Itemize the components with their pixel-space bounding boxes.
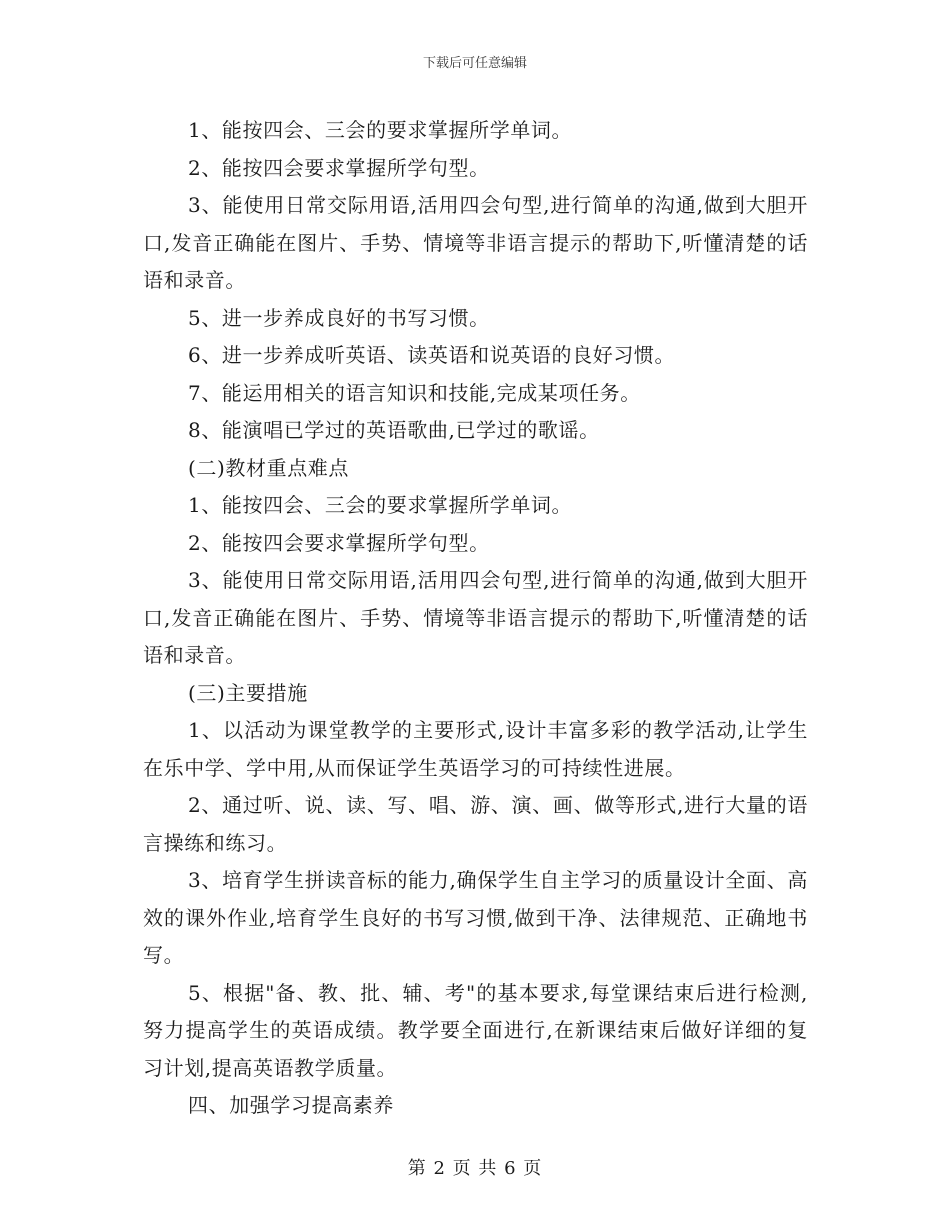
paragraph: 5、根据"备、教、批、辅、考"的基本要求,每堂课结束后进行检测,努力提高学生的英语成绩。教学要全面进行,在新课结束后做好详细的复习计划,提高英语教学质量。 (143, 980, 808, 1080)
paragraph: 8、能演唱已学过的英语歌曲,已学过的歌谣。 (188, 418, 600, 442)
document-body (143, 112, 808, 1125)
paragraph: 1、能按四会、三会的要求掌握所学单词。 (188, 118, 573, 142)
paragraph: 3、培育学生拼读音标的能力,确保学生自主学习的质量设计全面、高效的课外作业,培育学生良好的书写习惯,做到干净、法律规范、正确地书写。 (143, 868, 808, 967)
paragraph: 2、能按四会要求掌握所学句型。 (188, 155, 490, 180)
paragraph: 3、能使用日常交际用语,活用四会句型,进行简单的沟通,做到大胆开口,发音正确能在图片、手势、情境等非语言提示的帮助下,听懂清楚的话语和录音。 (143, 568, 808, 667)
page-header: 下载后可任意编辑 (422, 56, 527, 71)
paragraph: 7、能运用相关的语言知识和技能,完成某项任务。 (188, 380, 641, 405)
paragraph: 6、进一步养成听英语、读英语和说英语的良好习惯。 (188, 343, 676, 367)
section-heading: 四、加强学习提高素养 (188, 1093, 394, 1117)
paragraph: 2、能按四会要求掌握所学句型。 (188, 530, 490, 555)
paragraph: 1、能按四会、三会的要求掌握所学单词。 (188, 493, 573, 517)
paragraph: 3、能使用日常交际用语,活用四会句型,进行简单的沟通,做到大胆开口,发音正确能在图片、手势、情境等非语言提示的帮助下,听懂清楚的话语和录音。 (143, 193, 808, 292)
page-number: 第 2 页 共 6 页 (407, 1158, 543, 1179)
paragraph: 2、通过听、说、读、写、唱、游、演、画、做等形式,进行大量的语言操练和练习。 (143, 793, 808, 855)
section-heading: (三)主要措施 (188, 680, 308, 705)
paragraph: 1、以活动为课堂教学的主要形式,设计丰富多彩的教学活动,让学生在乐中学、学中用,从而保证学生英语学习的可持续性进展。 (143, 718, 808, 780)
section-heading: (二)教材重点难点 (188, 455, 350, 480)
paragraph: 5、进一步养成良好的书写习惯。 (188, 305, 490, 330)
